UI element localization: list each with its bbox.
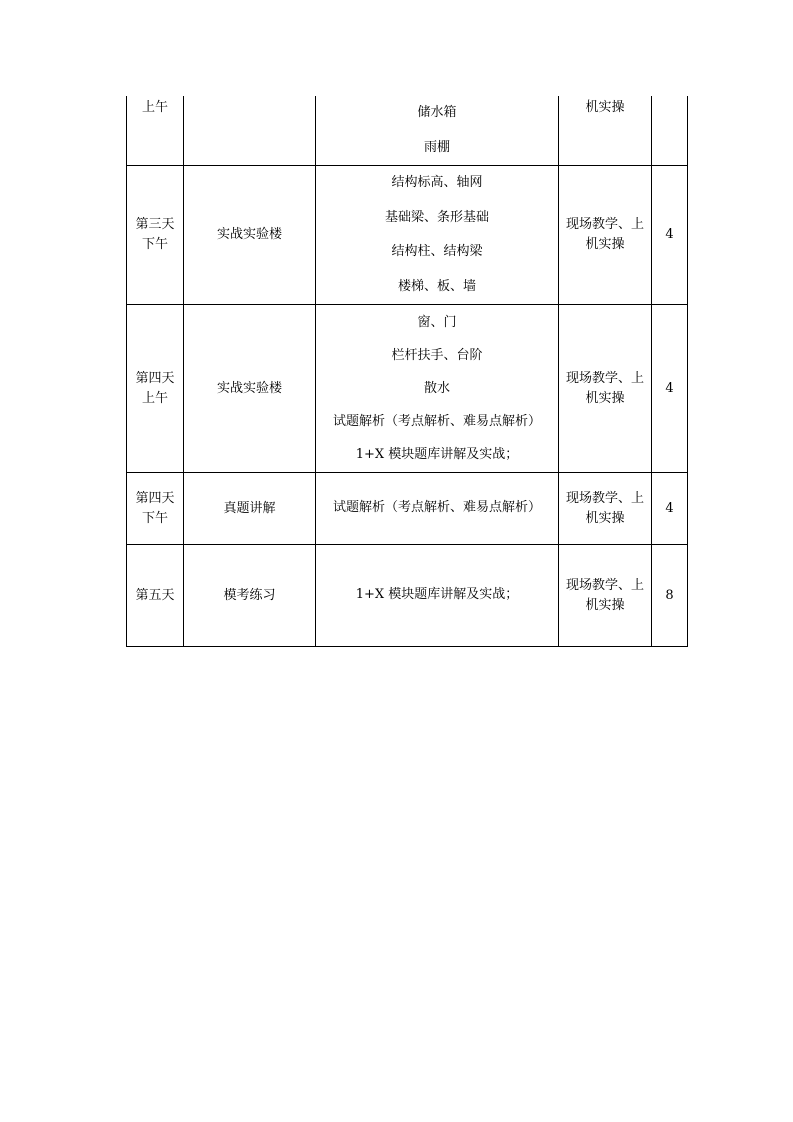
- content-line: 试题解析（考点解析、难易点解析）: [332, 500, 541, 516]
- content-line: 窗、门: [417, 315, 457, 330]
- content-cell: [316, 545, 559, 647]
- content-line: 结构柱、结构梁: [391, 244, 483, 259]
- content-cell: [316, 473, 559, 545]
- location-cell: 实战实验楼: [184, 305, 316, 473]
- hours-cell: 4: [652, 166, 688, 305]
- method-cell: 现场教学、上 机实操: [559, 545, 652, 647]
- hours-cell: 4: [652, 473, 688, 545]
- table-row: [127, 305, 688, 473]
- content-line: 结构标高、轴网: [391, 175, 483, 190]
- day-cell: 第五天: [127, 545, 184, 647]
- day-cell: 第四天 下午: [127, 473, 184, 545]
- content-line: 1+X 模块题库讲解及实战；: [355, 447, 519, 462]
- location-cell: [184, 96, 316, 166]
- content-line: 试题解析（考点解析、难易点解析）: [332, 414, 541, 429]
- day-cell: 上午: [127, 96, 184, 166]
- day-cell: 第四天 上午: [127, 305, 184, 473]
- day-cell: 第三天 下午: [127, 166, 184, 305]
- table-row: [127, 473, 688, 545]
- method-cell: 机实操: [559, 96, 652, 166]
- location-cell: 实战实验楼: [184, 166, 316, 305]
- content-cell: [316, 305, 559, 473]
- content-line: 雨棚: [423, 139, 450, 155]
- content-line: 基础梁、条形基础: [384, 209, 489, 225]
- content-line: 栏杆扶手、台阶: [391, 348, 483, 363]
- table-row: [127, 96, 688, 166]
- location-cell: 模考练习: [184, 545, 316, 647]
- table-row: [127, 166, 688, 305]
- content-cell: [316, 166, 559, 305]
- location-cell: 真题讲解: [184, 473, 316, 545]
- hours-cell: [652, 96, 688, 166]
- table-row: [127, 545, 688, 647]
- schedule-table: [126, 96, 688, 647]
- hours-cell: 8: [652, 545, 688, 647]
- hours-cell: 4: [652, 305, 688, 473]
- content-line: 1+X 模块题库讲解及实战；: [355, 587, 519, 603]
- method-cell: 现场教学、上 机实操: [559, 166, 652, 305]
- method-cell: 现场教学、上 机实操: [559, 305, 652, 473]
- content-line: 储水箱: [417, 105, 457, 120]
- content-cell: [316, 96, 559, 166]
- content-line: 楼梯、板、墙: [397, 278, 476, 294]
- content-line: 散水: [423, 381, 450, 396]
- method-cell: 现场教学、上 机实操: [559, 473, 652, 545]
